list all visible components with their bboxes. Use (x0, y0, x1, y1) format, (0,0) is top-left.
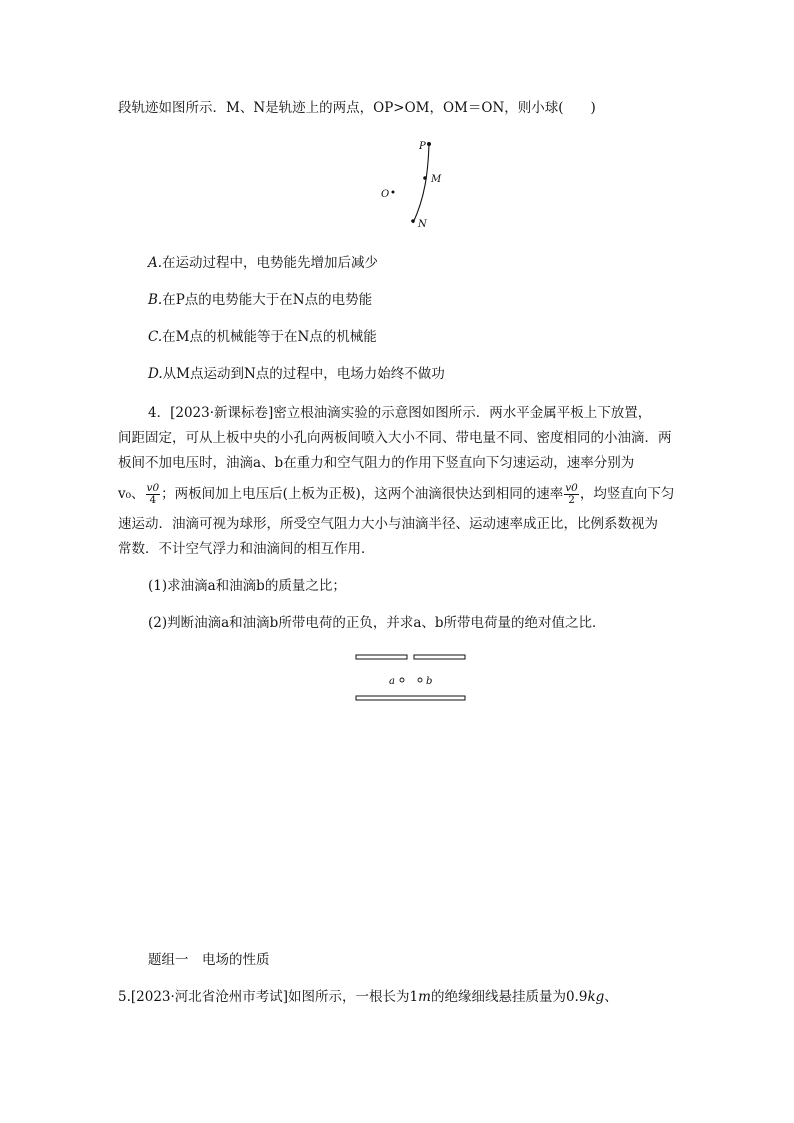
droplet-b (418, 678, 422, 682)
option-d: D.从M点运动到N点的过程中，电场力始终不做功 (148, 366, 445, 382)
point-m-dot (423, 176, 427, 180)
q4-line-3: 板间不加电压时，油滴a、b在重力和空气阻力的作用下竖直向下匀速运动，速率分别为 (118, 455, 635, 471)
label-droplet-a: a (389, 676, 395, 687)
q4-line-6: 常数．不计空气浮力和油滴间的相互作用． (118, 541, 375, 557)
q5-stem: 5.[2023·河北省沧州市考试]如图所示，一根长为1m的绝缘细线悬挂质量为0.9kg、 (118, 989, 618, 1005)
point-p-dot (427, 142, 431, 146)
label-o: O (381, 189, 390, 200)
option-c: C.在M点的机械能等于在N点的机械能 (148, 329, 377, 345)
label-p: P (419, 141, 426, 152)
q4-sub-question-2: (2)判断油滴a和油滴b所带电荷的正负，并求a、b所带电荷量的绝对值之比． (148, 615, 606, 631)
point-n-dot (411, 219, 415, 223)
q4-line-5: 速运动．油滴可视为球形，所受空气阻力大小与油滴半径、运动速率成正比，比例系数视为 (118, 516, 658, 532)
lower-plate (356, 696, 465, 700)
q4-line-1: 4．[2023·新课标卷]密立根油滴实验的示意图如图所示．两水平金属平板上下放置， (148, 405, 652, 421)
millikan-plates-figure (350, 650, 475, 710)
fraction-v0-over-4: $\frac{v0}{4}$ (146, 482, 160, 506)
q4-line-2: 间距固定，可从上板中央的小孔向两板间喷入大小不同、带电量不同、密度相同的小油滴．两 (118, 430, 672, 446)
upper-plate-right (414, 655, 465, 659)
label-m: M (431, 174, 442, 185)
option-a: A.在运动过程中，电势能先增加后减少 (148, 255, 379, 271)
option-b: B.在P点的电势能大于在N点的电势能 (148, 292, 373, 308)
label-droplet-b: b (426, 676, 433, 687)
fraction-v0-over-2: $\frac{v0}{2}$ (565, 482, 578, 506)
trajectory-figure (370, 135, 450, 235)
droplet-a (400, 678, 404, 682)
q4-sub-question-1: (1)求油滴a和油滴b的质量之比； (148, 578, 346, 594)
point-o-dot (392, 191, 395, 194)
label-n: N (418, 219, 427, 230)
q3-stem-end: 段轨迹如图所示．M、N是轨迹上的两点，OP>OM，OM＝ON，则小球( ) (118, 100, 596, 116)
group-title: 题组一 电场的性质 (148, 952, 270, 968)
q4-line-4: v₀、 $\frac{v0}{4}$ ；两板间加上电压后(上板为正极)，这两个油滴很快达到相同的速率 $\frac{v0}{2}$ ，均竖直向下匀 (118, 482, 675, 506)
upper-plate-left (356, 655, 407, 659)
